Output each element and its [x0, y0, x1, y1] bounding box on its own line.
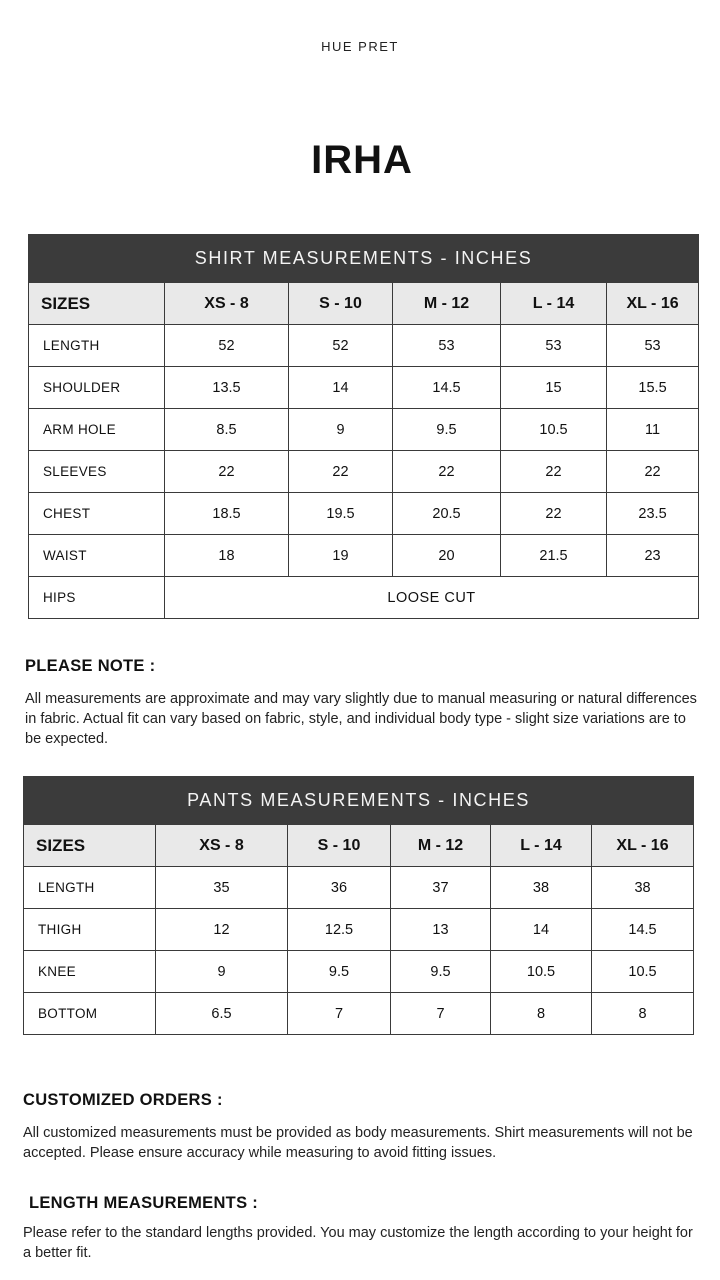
measurement-cell: 22: [289, 451, 393, 493]
measurement-cell: 36: [288, 867, 391, 909]
pants-measurements-table: [23, 776, 694, 1035]
size-header: M - 12: [393, 283, 501, 325]
measurement-cell: 53: [607, 325, 699, 367]
row-label: THIGH: [24, 909, 156, 951]
row-label: LENGTH: [24, 867, 156, 909]
customized-orders-heading: CUSTOMIZED ORDERS :: [23, 1091, 223, 1109]
measurement-cell: 38: [592, 867, 694, 909]
table-row: [29, 409, 699, 451]
row-label: WAIST: [29, 535, 165, 577]
measurement-cell: 22: [165, 451, 289, 493]
length-measurements-body: Please refer to the standard lengths provided. You may customize the length according to your height for a better fit.: [23, 1225, 693, 1261]
row-label: HIPS: [29, 577, 165, 619]
row-label: SHOULDER: [29, 367, 165, 409]
measurement-cell: 13.5: [165, 367, 289, 409]
measurement-cell: 22: [393, 451, 501, 493]
size-header: S - 10: [288, 825, 391, 867]
measurement-cell: 38: [491, 867, 592, 909]
measurement-cell: 15: [501, 367, 607, 409]
measurement-cell: 9.5: [288, 951, 391, 993]
size-header: XS - 8: [165, 283, 289, 325]
measurement-cell: 9.5: [393, 409, 501, 451]
measurement-cell: 22: [607, 451, 699, 493]
measurement-cell: 37: [391, 867, 491, 909]
row-label: BOTTOM: [24, 993, 156, 1035]
measurement-cell: 10.5: [491, 951, 592, 993]
brand-name: HUE PRET: [321, 39, 399, 54]
row-label: ARM HOLE: [29, 409, 165, 451]
please-note-heading: PLEASE NOTE :: [25, 657, 156, 675]
row-label: CHEST: [29, 493, 165, 535]
measurement-cell: 35: [156, 867, 288, 909]
measurement-cell: 9: [289, 409, 393, 451]
measurement-cell: 8: [491, 993, 592, 1035]
table-row: [24, 867, 694, 909]
row-label: KNEE: [24, 951, 156, 993]
customized-orders-body: All customized measurements must be provided as body measurements. Shirt measurements will not be accepted. Please ensure accuracy while measuring to avoid fitting issues.: [23, 1125, 693, 1161]
shirt-table-heading: SHIRT MEASUREMENTS - INCHES: [29, 235, 699, 283]
measurement-cell: 11: [607, 409, 699, 451]
measurement-cell: 22: [501, 451, 607, 493]
measurement-cell: 23: [607, 535, 699, 577]
pants-table-heading: PANTS MEASUREMENTS - INCHES: [24, 777, 694, 825]
pants-rows: [24, 867, 694, 1035]
measurement-cell: 14: [491, 909, 592, 951]
measurement-cell: 14.5: [393, 367, 501, 409]
table-row: [29, 367, 699, 409]
size-header: L - 14: [491, 825, 592, 867]
measurement-cell: 12.5: [288, 909, 391, 951]
table-row: [29, 535, 699, 577]
measurement-cell: 18: [165, 535, 289, 577]
product-title: IRHA: [311, 138, 413, 182]
table-row: [24, 909, 694, 951]
measurement-cell: 21.5: [501, 535, 607, 577]
table-row: [29, 493, 699, 535]
size-header: XS - 8: [156, 825, 288, 867]
size-column-header: SIZES: [24, 825, 156, 867]
measurement-cell: 7: [288, 993, 391, 1035]
row-label: SLEEVES: [29, 451, 165, 493]
measurement-cell: 23.5: [607, 493, 699, 535]
measurement-cell: 14.5: [592, 909, 694, 951]
measurement-cell: 7: [391, 993, 491, 1035]
size-header: M - 12: [391, 825, 491, 867]
hips-value: LOOSE CUT: [165, 577, 699, 619]
measurement-cell: 10.5: [592, 951, 694, 993]
measurement-cell: 19.5: [289, 493, 393, 535]
length-measurements-heading: LENGTH MEASUREMENTS :: [29, 1194, 259, 1212]
table-row: [24, 951, 694, 993]
measurement-cell: 22: [501, 493, 607, 535]
measurement-cell: 53: [393, 325, 501, 367]
table-row: [29, 325, 699, 367]
row-label: LENGTH: [29, 325, 165, 367]
measurement-cell: 9: [156, 951, 288, 993]
measurement-cell: 20: [393, 535, 501, 577]
measurement-cell: 10.5: [501, 409, 607, 451]
measurement-cell: 9.5: [391, 951, 491, 993]
measurement-cell: 52: [289, 325, 393, 367]
measurement-cell: 15.5: [607, 367, 699, 409]
measurement-cell: 14: [289, 367, 393, 409]
measurement-cell: 19: [289, 535, 393, 577]
shirt-rows: [29, 325, 699, 577]
size-header: XL - 16: [607, 283, 699, 325]
size-header: XL - 16: [592, 825, 694, 867]
measurement-cell: 53: [501, 325, 607, 367]
size-header: S - 10: [289, 283, 393, 325]
measurement-cell: 18.5: [165, 493, 289, 535]
table-row: [24, 993, 694, 1035]
measurement-cell: 20.5: [393, 493, 501, 535]
measurement-cell: 6.5: [156, 993, 288, 1035]
measurement-cell: 8.5: [165, 409, 289, 451]
size-header: L - 14: [501, 283, 607, 325]
size-column-header: SIZES: [29, 283, 165, 325]
shirt-measurements-table: [28, 234, 699, 619]
table-row: [29, 577, 699, 619]
table-row: [29, 451, 699, 493]
measurement-cell: 52: [165, 325, 289, 367]
please-note-body: All measurements are approximate and may vary slightly due to manual measuring or natural differences in fabric. Actual fit can vary based on fabric, style, and individual body type - slight size variations are to be expected.: [25, 691, 697, 747]
measurement-cell: 13: [391, 909, 491, 951]
measurement-cell: 8: [592, 993, 694, 1035]
measurement-cell: 12: [156, 909, 288, 951]
